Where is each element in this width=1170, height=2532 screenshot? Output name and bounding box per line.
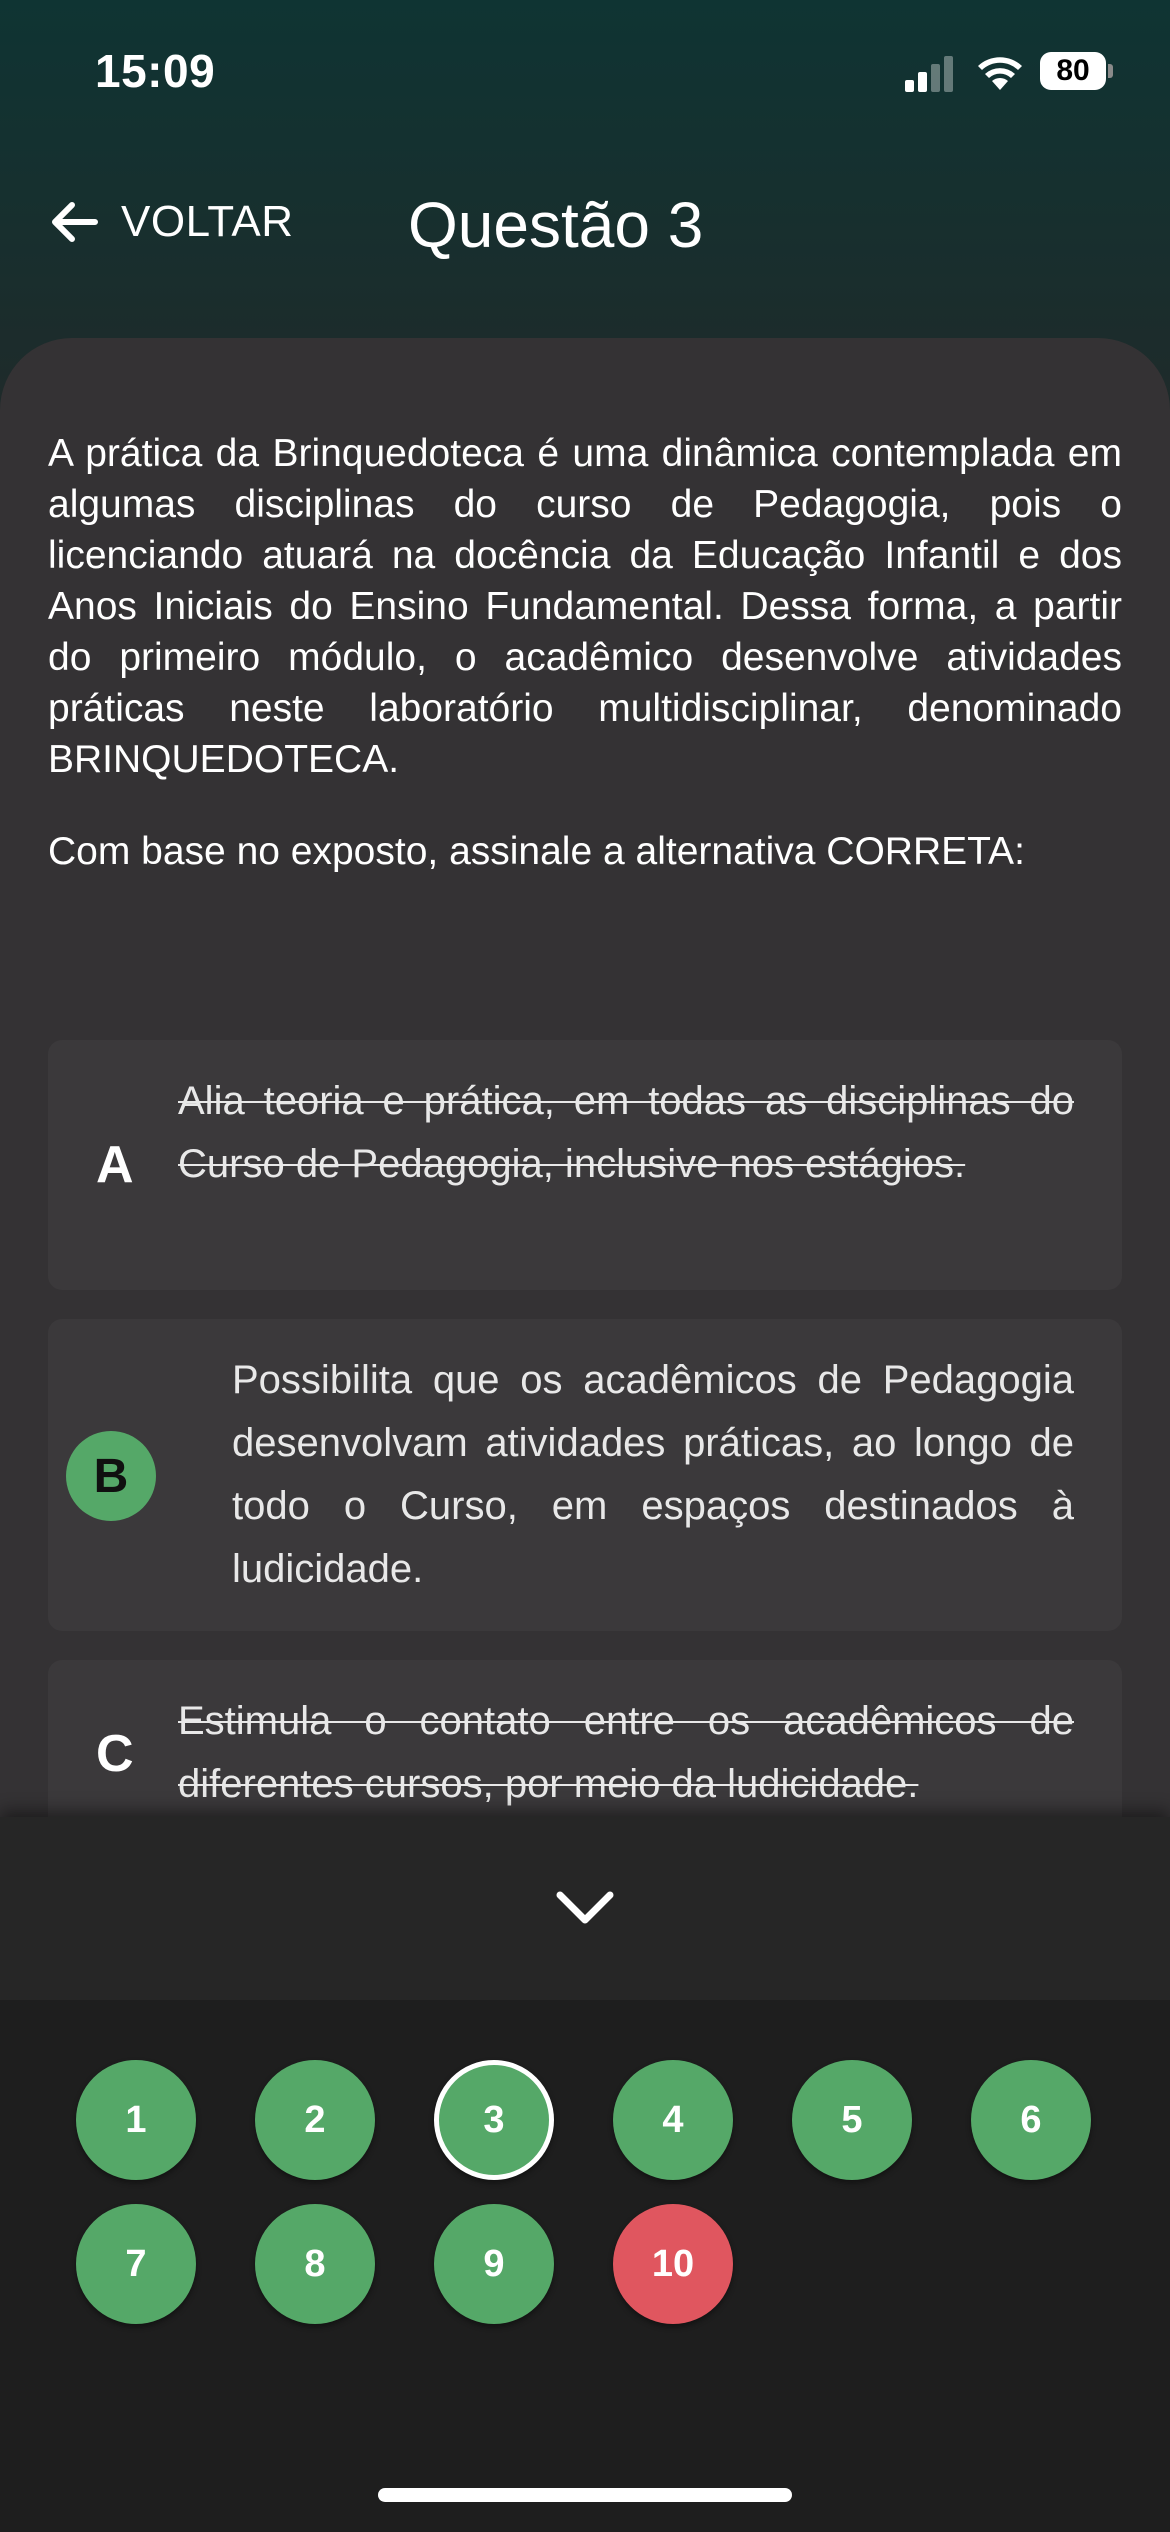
option-selected-badge: B	[66, 1431, 156, 1521]
battery-tip	[1108, 64, 1113, 78]
option-letter: A	[96, 1136, 134, 1194]
question-nav-2[interactable]: 2	[255, 2060, 375, 2180]
option-a[interactable]	[48, 1040, 1122, 1290]
option-b[interactable]	[48, 1319, 1122, 1631]
status-time: 15:09	[95, 45, 216, 97]
navigator-header	[0, 1817, 1170, 2000]
back-button[interactable]	[45, 192, 294, 252]
question-nav-8[interactable]: 8	[255, 2204, 375, 2324]
option-letter: C	[96, 1725, 134, 1783]
cellular-signal-icon	[905, 54, 955, 92]
wifi-icon	[975, 50, 1025, 92]
chevron-down-icon[interactable]	[552, 1883, 618, 1933]
option-text: Possibilita que os acadêmicos de Pedagogia desenvolvam atividades práticas, ao longo de todo o Curso, em espaços destinados à ludicidade.	[232, 1358, 1074, 1591]
back-label: VOLTAR	[121, 197, 294, 246]
home-indicator[interactable]	[378, 2488, 792, 2502]
question-nav-1[interactable]: 1	[76, 2060, 196, 2180]
question-text: A prática da Brinquedoteca é uma dinâmica contemplada em algumas disciplinas do curso de Pedagogia, pois o licenciando atuará na docência da Educação Infantil e dos Anos Iniciais do Ensino Fundamental. Dessa forma, a partir do primeiro módulo, o acadêmico desenvolve atividades práticas neste laboratório multidisciplinar, denominado BRINQUEDOTECA.	[48, 432, 1122, 781]
question-nav-6[interactable]: 6	[971, 2060, 1091, 2180]
question-nav-7[interactable]: 7	[76, 2204, 196, 2324]
option-text: Estimula o contato entre os acadêmicos de diferentes cursos, por meio da ludicidade.	[178, 1699, 1074, 1806]
question-nav-10[interactable]: 10	[613, 2204, 733, 2324]
question-instruction: Com base no exposto, assinale a alternativa CORRETA:	[48, 830, 1025, 873]
question-nav-3[interactable]: 3	[434, 2060, 554, 2180]
question-nav-5[interactable]: 5	[792, 2060, 912, 2180]
page-title: Questão 3	[408, 189, 704, 261]
battery-icon: 80	[1040, 52, 1106, 90]
question-nav-4[interactable]: 4	[613, 2060, 733, 2180]
status-bar	[0, 0, 1170, 150]
question-nav-9[interactable]: 9	[434, 2204, 554, 2324]
question-navigator-panel	[0, 1817, 1170, 2532]
option-text: Alia teoria e prática, em todas as disciplinas do Curso de Pedagogia, inclusive nos estágios.	[178, 1079, 1074, 1186]
app-header	[0, 170, 1170, 280]
arrow-left-icon	[45, 193, 103, 251]
